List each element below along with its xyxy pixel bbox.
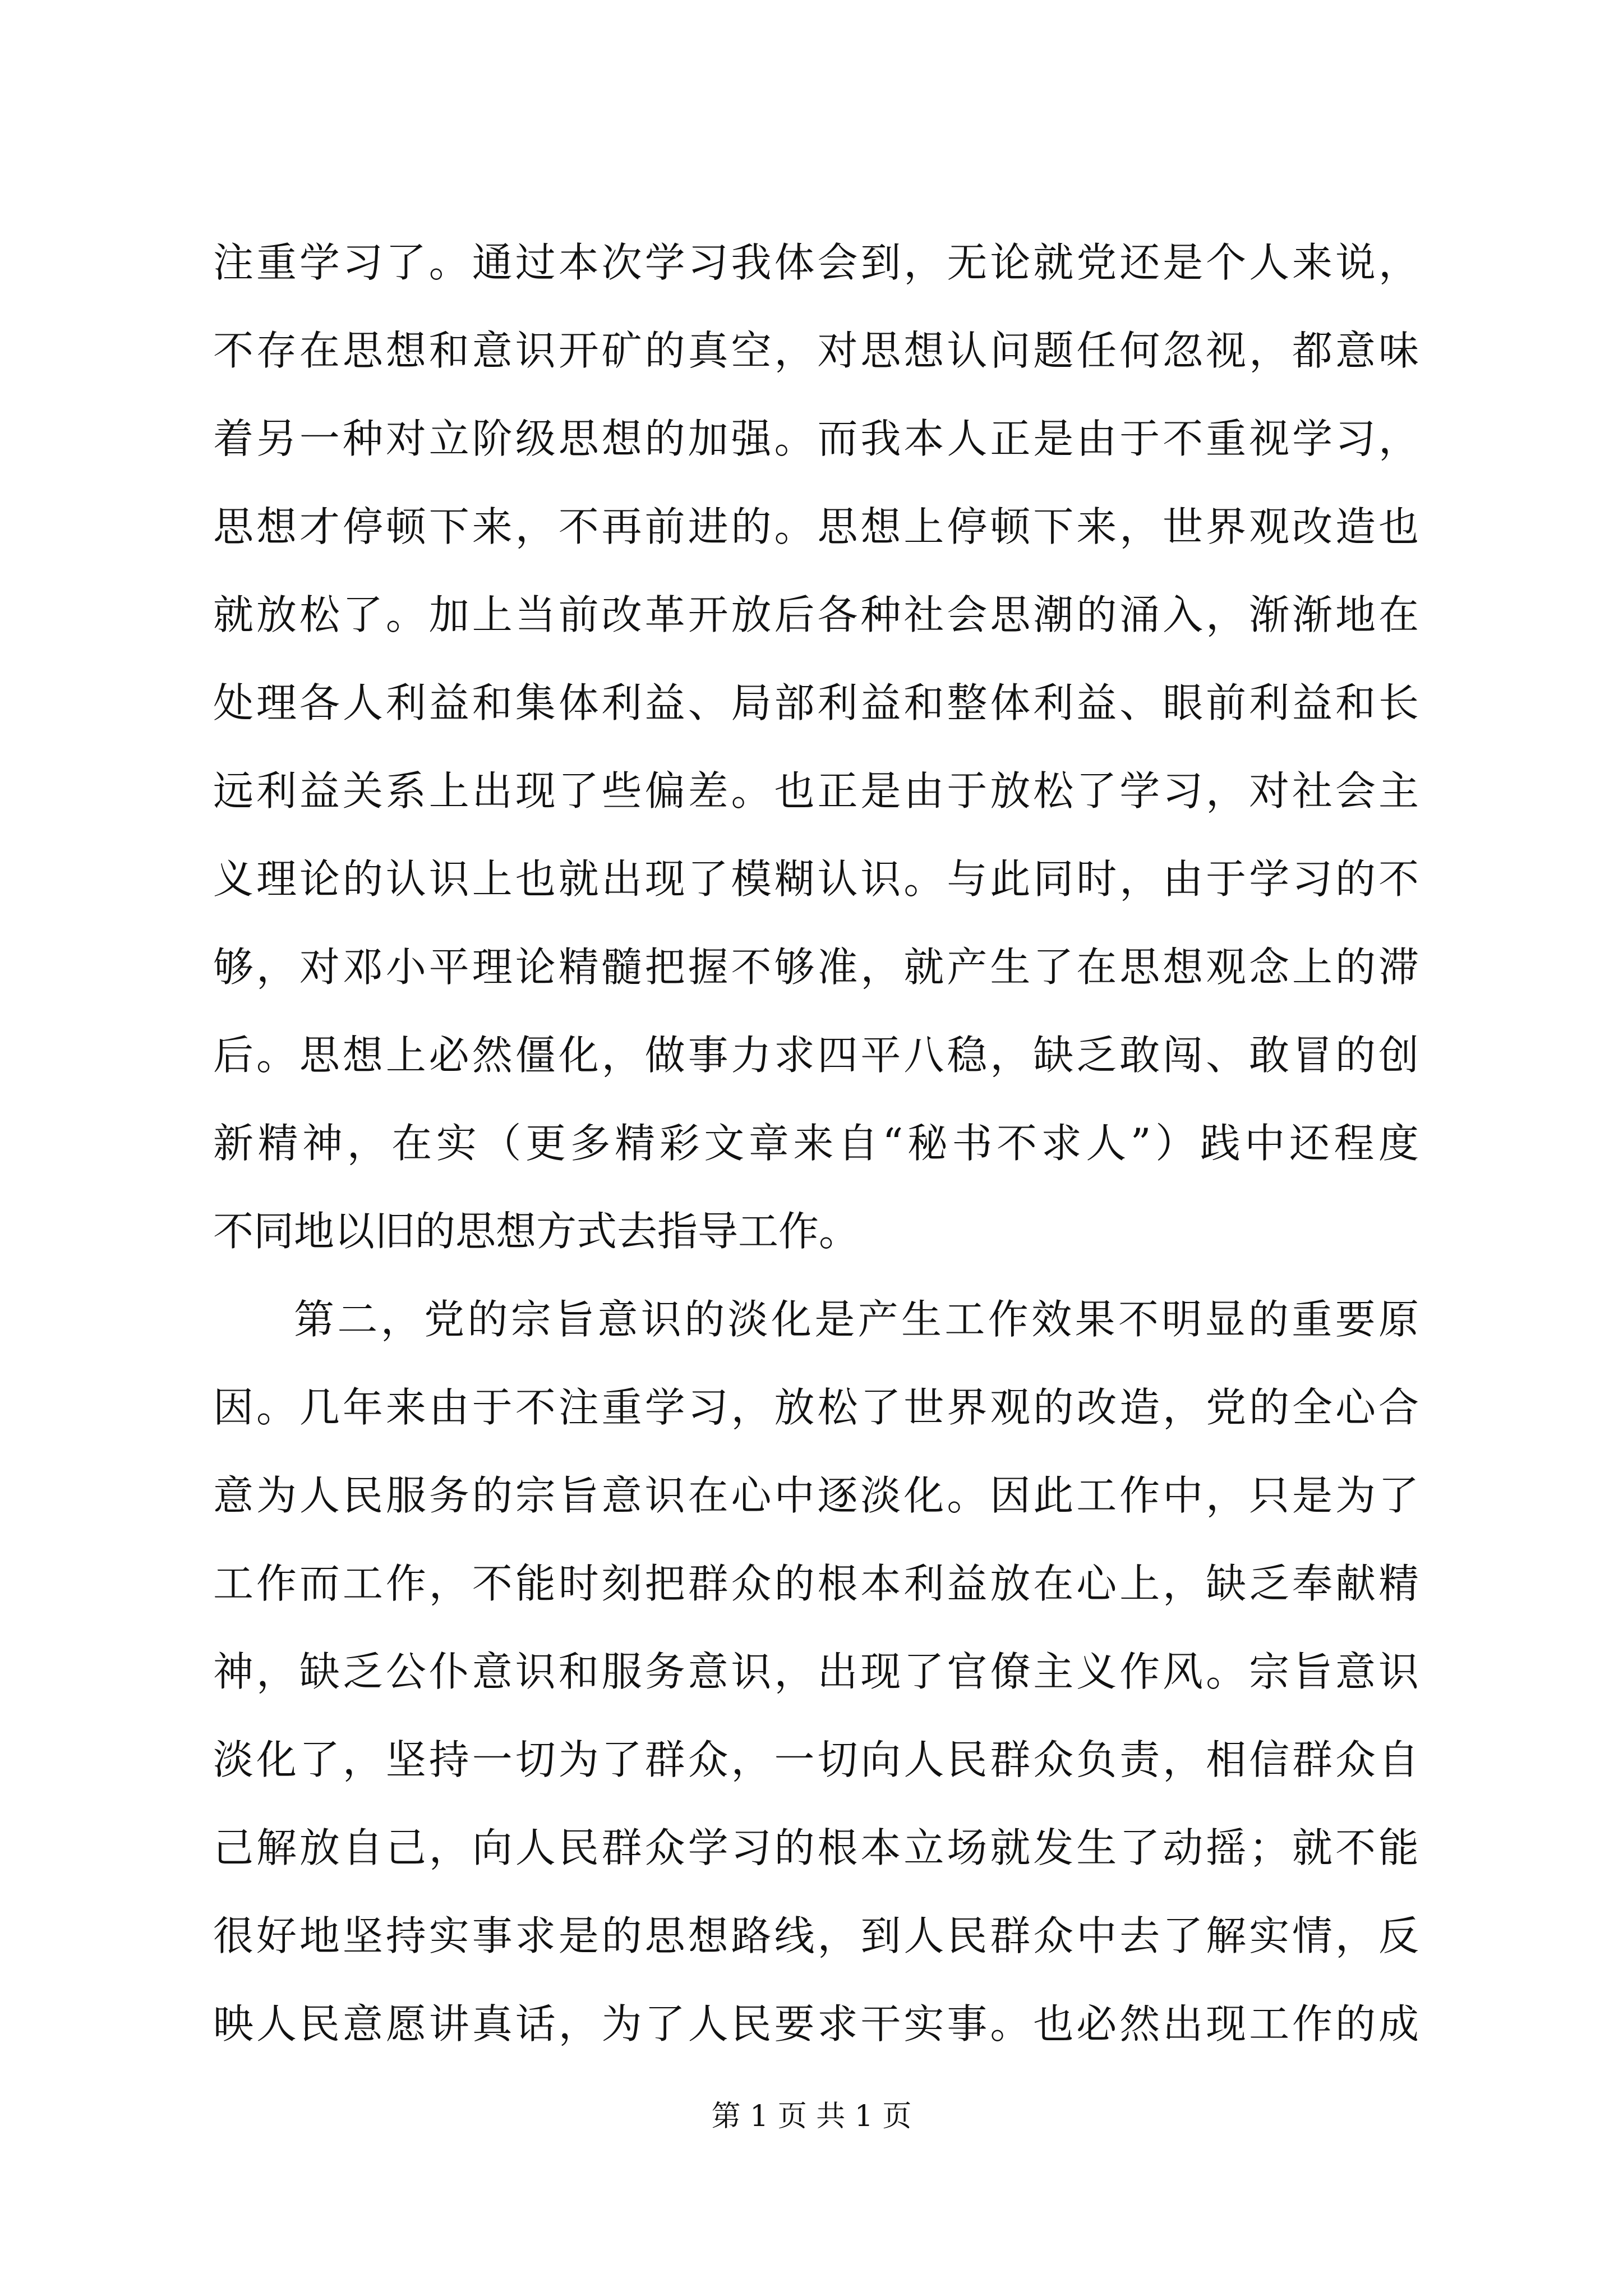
text-line: 己解放自己，向人民群众学习的根本立场就发生了动摇；就不能 [213, 1824, 1419, 1871]
text-line: 很好地坚持实事求是的思想路线，到人民群众中去了解实情，反 [213, 1912, 1419, 1959]
text-line: 新精神，在实（更多精彩文章来自“秘书不求人”）践中还程度 [213, 1120, 1419, 1167]
text-line: 神，缺乏公仆意识和服务意识，出现了官僚主义作风。宗旨意识 [213, 1648, 1419, 1695]
text-line: 不存在思想和意识开矿的真空，对思想认问题任何忽视，都意味 [213, 327, 1419, 374]
text-line: 注重学习了。通过本次学习我体会到，无论就党还是个人来说， [213, 239, 1419, 286]
page-footer: 第 1 页 共 1 页 [711, 2100, 912, 2133]
text-line: 远利益关系上出现了些偏差。也正是由于放松了学习，对社会主 [213, 767, 1419, 815]
text-line: 因。几年来由于不注重学习，放松了世界观的改造，党的全心合 [213, 1384, 1419, 1431]
text-line: 淡化了，坚持一切为了群众，一切向人民群众负责，相信群众自 [213, 1736, 1419, 1783]
text-line: 不同地以旧的思想方式去指导工作。 [213, 1208, 860, 1255]
text-line: 工作而工作，不能时刻把群众的根本利益放在心上，缺乏奉献精 [213, 1560, 1419, 1607]
text-line: 义理论的认识上也就出现了模糊认识。与此同时，由于学习的不 [213, 855, 1419, 903]
text-line: 映人民意愿讲真话，为了人民要求干实事。也必然出现工作的成 [213, 2000, 1419, 2047]
text-line: 思想才停顿下来，不再前进的。思想上停顿下来，世界观改造也 [213, 503, 1419, 550]
text-line: 意为人民服务的宗旨意识在心中逐淡化。因此工作中，只是为了 [213, 1472, 1419, 1519]
text-line: 后。思想上必然僵化，做事力求四平八稳，缺乏敢闯、敢冒的创 [213, 1032, 1419, 1079]
text-line: 就放松了。加上当前改革开放后各种社会思潮的涌入，渐渐地在 [213, 591, 1419, 638]
text-line: 够，对邓小平理论精髓把握不够准，就产生了在思想观念上的滞 [213, 944, 1419, 991]
text-line: 处理各人利益和集体利益、局部利益和整体利益、眼前利益和长 [213, 679, 1419, 726]
paragraph-start-line: 第二，党的宗旨意识的淡化是产生工作效果不明显的重要原 [294, 1296, 1419, 1343]
document-body [213, 219, 1419, 2068]
text-line: 着另一种对立阶级思想的加强。而我本人正是由于不重视学习， [213, 415, 1419, 462]
